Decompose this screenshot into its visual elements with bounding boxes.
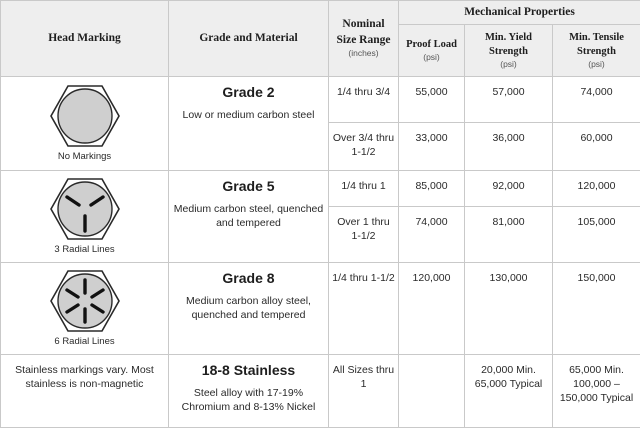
proof-load-value: [399, 355, 465, 428]
table-row: [1, 171, 640, 207]
tensile-value: 150,000: [553, 263, 640, 355]
size-range: All Sizes thru 1: [329, 355, 399, 428]
table-row: [1, 77, 640, 123]
hex-6-radial-lines-icon: [50, 268, 120, 334]
tensile-value: 74,000: [553, 77, 640, 123]
tensile-value: 105,000: [553, 207, 640, 263]
grade-material-cell: Grade 8 Medium carbon alloy steel, quenched and tempered: [169, 263, 329, 355]
table-row: [1, 355, 640, 428]
yield-value: 20,000 Min. 65,000 Typical: [465, 355, 553, 428]
hex-3-radial-lines-icon: [50, 176, 120, 242]
yield-value: 92,000: [465, 171, 553, 207]
grade-material-cell: 18-8 Stainless Steel alloy with 17-19% Chromium and 8-13% Nickel: [169, 355, 329, 428]
yield-strength-header: Min. Yield Strength (psi): [465, 25, 553, 77]
grade-material-header: Grade and Material: [169, 1, 329, 77]
tensile-strength-header: Min. Tensile Strength (psi): [553, 25, 640, 77]
head-marking-cell: 6 Radial Lines: [1, 263, 169, 355]
head-marking-cell: 3 Radial Lines: [1, 171, 169, 263]
size-range: Over 1 thru 1-1/2: [329, 207, 399, 263]
proof-load-value: 85,000: [399, 171, 465, 207]
tensile-value: 120,000: [553, 171, 640, 207]
tensile-value: 65,000 Min. 100,000 – 150,000 Typical: [553, 355, 640, 428]
size-range: 1/4 thru 1: [329, 171, 399, 207]
head-marking-cell: Stainless markings vary. Most stainless is non-magnetic: [1, 355, 169, 428]
grade-material-cell: Grade 5 Medium carbon steel, quenched and tempered: [169, 171, 329, 263]
grade-material-cell: Grade 2 Low or medium carbon steel: [169, 77, 329, 171]
proof-load-value: 74,000: [399, 207, 465, 263]
proof-load-value: 120,000: [399, 263, 465, 355]
head-marking-header: Head Marking: [1, 1, 169, 77]
proof-load-value: 33,000: [399, 123, 465, 171]
size-range: 1/4 thru 1-1/2: [329, 263, 399, 355]
proof-load-value: 55,000: [399, 77, 465, 123]
table-row: [1, 263, 640, 355]
head-marking-cell: No Markings: [1, 77, 169, 171]
yield-value: 36,000: [465, 123, 553, 171]
hex-no-markings-icon: [50, 83, 120, 149]
nominal-size-header: Nominal Size Range (inches): [329, 1, 399, 77]
mechanical-properties-header: Mechanical Properties: [399, 1, 640, 25]
tensile-value: 60,000: [553, 123, 640, 171]
yield-value: 130,000: [465, 263, 553, 355]
size-range: Over 3/4 thru 1-1/2: [329, 123, 399, 171]
yield-value: 81,000: [465, 207, 553, 263]
proof-load-header: Proof Load (psi): [399, 25, 465, 77]
yield-value: 57,000: [465, 77, 553, 123]
size-range: 1/4 thru 3/4: [329, 77, 399, 123]
